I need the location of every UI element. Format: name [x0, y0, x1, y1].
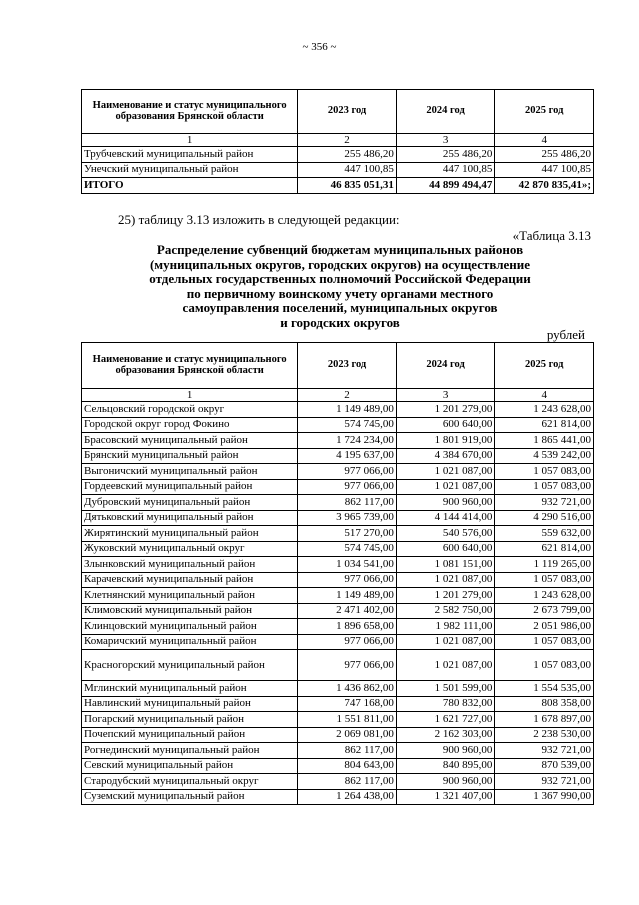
row-name: Карачевский муниципальный район — [82, 572, 298, 588]
row-2025: 932 721,00 — [495, 774, 594, 790]
title-line: и городских округов — [280, 314, 400, 330]
unit-label: рублей — [546, 327, 585, 342]
row-name: Стародубский муниципальный округ — [82, 774, 298, 790]
row-name: Городской округ город Фокино — [82, 417, 298, 433]
row-2025: 447 100,85 — [495, 162, 594, 178]
title-line: самоуправления поселений, муниципальных округов — [182, 300, 498, 315]
row-2024: 600 640,00 — [396, 417, 495, 433]
table-row — [82, 479, 594, 495]
table-row — [82, 774, 594, 790]
table-continuation — [81, 89, 594, 194]
table-row — [82, 603, 594, 619]
index-cell: 3 — [396, 134, 495, 147]
table-row — [82, 681, 594, 697]
table-title — [100, 243, 580, 330]
index-cell: 4 — [495, 134, 594, 147]
total-2023: 46 835 051,31 — [298, 178, 397, 194]
row-2025: 621 814,00 — [495, 541, 594, 557]
row-name: Сельцовский городской округ — [82, 402, 298, 418]
row-2025: 870 539,00 — [495, 758, 594, 774]
header-2024: 2024 год — [396, 343, 495, 389]
table-row — [82, 448, 594, 464]
row-2024: 840 895,00 — [396, 758, 495, 774]
index-cell: 2 — [298, 134, 397, 147]
row-2023: 1 551 811,00 — [298, 712, 397, 728]
index-row — [82, 389, 594, 402]
row-2025: 2 673 799,00 — [495, 603, 594, 619]
row-2024: 900 960,00 — [396, 743, 495, 759]
table-row — [82, 162, 594, 178]
row-2024: 1 201 279,00 — [396, 588, 495, 604]
row-2024: 1 081 151,00 — [396, 557, 495, 573]
index-cell: 2 — [298, 389, 397, 402]
row-2023: 2 471 402,00 — [298, 603, 397, 619]
row-2025: 1 057 083,00 — [495, 650, 594, 681]
row-2024: 1 021 087,00 — [396, 479, 495, 495]
row-2025: 1 243 628,00 — [495, 588, 594, 604]
row-name: Дубровский муниципальный район — [82, 495, 298, 511]
table-reference: «Таблица 3.13 — [512, 228, 591, 243]
total-label: ИТОГО — [82, 178, 298, 194]
header-2025: 2025 год — [495, 90, 594, 134]
table-row — [82, 526, 594, 542]
row-name: Гордеевский муниципальный район — [82, 479, 298, 495]
row-2024: 1 801 919,00 — [396, 433, 495, 449]
table-row — [82, 758, 594, 774]
row-name: Дятьковский муниципальный район — [82, 510, 298, 526]
table-row — [82, 510, 594, 526]
row-2024: 447 100,85 — [396, 162, 495, 178]
row-2024: 4 384 670,00 — [396, 448, 495, 464]
row-name: Почепский муниципальный район — [82, 727, 298, 743]
row-2023: 1 896 658,00 — [298, 619, 397, 635]
row-2023: 255 486,20 — [298, 147, 397, 163]
header-2023: 2023 год — [298, 90, 397, 134]
total-2025: 42 870 835,41»; — [495, 178, 594, 194]
title-line: по первичному воинскому учету органами местного — [186, 285, 494, 301]
row-2025: 1 057 083,00 — [495, 479, 594, 495]
table-row — [82, 495, 594, 511]
title-line: отдельных государственных полномочий Российской Федерации — [149, 271, 531, 286]
row-name: Жирятинский муниципальный район — [82, 526, 298, 542]
table-row — [82, 588, 594, 604]
row-2023: 574 745,00 — [298, 541, 397, 557]
table-row — [82, 147, 594, 163]
row-2024: 255 486,20 — [396, 147, 495, 163]
row-2025: 1 367 990,00 — [495, 789, 594, 805]
title-line: (муниципальных округов, городских округов) на осуществление — [149, 256, 531, 272]
row-2024: 1 201 279,00 — [396, 402, 495, 418]
index-cell: 4 — [495, 389, 594, 402]
row-name: Рогнединский муниципальный район — [82, 743, 298, 759]
row-2025: 1 119 265,00 — [495, 557, 594, 573]
row-2024: 4 144 414,00 — [396, 510, 495, 526]
row-name: Комаричский муниципальный район — [82, 634, 298, 650]
row-2024: 1 021 087,00 — [396, 650, 495, 681]
index-row — [82, 134, 594, 147]
row-2025: 1 865 441,00 — [495, 433, 594, 449]
row-name: Трубчевский муниципальный район — [82, 147, 298, 163]
page-number: ~ 356 ~ — [302, 41, 337, 53]
row-2023: 862 117,00 — [298, 743, 397, 759]
row-2025: 1 243 628,00 — [495, 402, 594, 418]
row-2025: 559 632,00 — [495, 526, 594, 542]
row-name: Навлинский муниципальный район — [82, 696, 298, 712]
row-name: Злынковский муниципальный район — [82, 557, 298, 573]
row-2023: 977 066,00 — [298, 479, 397, 495]
row-2025: 4 290 516,00 — [495, 510, 594, 526]
row-2023: 1 149 489,00 — [298, 402, 397, 418]
row-2025: 808 358,00 — [495, 696, 594, 712]
table-row — [82, 402, 594, 418]
row-name: Мглинский муниципальный район — [82, 681, 298, 697]
row-2023: 804 643,00 — [298, 758, 397, 774]
row-2023: 977 066,00 — [298, 634, 397, 650]
row-2023: 1 149 489,00 — [298, 588, 397, 604]
table-row — [82, 789, 594, 805]
row-name: Суземский муниципальный район — [82, 789, 298, 805]
row-name: Клинцовский муниципальный район — [82, 619, 298, 635]
table-row — [82, 541, 594, 557]
table-row — [82, 619, 594, 635]
row-2023: 977 066,00 — [298, 572, 397, 588]
table-row — [82, 696, 594, 712]
table-row — [82, 650, 594, 681]
row-2025: 932 721,00 — [495, 743, 594, 759]
row-2023: 574 745,00 — [298, 417, 397, 433]
row-2024: 2 162 303,00 — [396, 727, 495, 743]
table-3-13 — [81, 342, 594, 805]
row-2025: 1 057 083,00 — [495, 464, 594, 480]
row-2023: 4 195 637,00 — [298, 448, 397, 464]
header-2024: 2024 год — [396, 90, 495, 134]
row-name: Выгоничский муниципальный район — [82, 464, 298, 480]
row-2023: 3 965 739,00 — [298, 510, 397, 526]
table-row — [82, 464, 594, 480]
total-2024: 44 899 494,47 — [396, 178, 495, 194]
row-name: Жуковский муниципальный округ — [82, 541, 298, 557]
row-2025: 2 238 530,00 — [495, 727, 594, 743]
row-name: Брянский муниципальный район — [82, 448, 298, 464]
table-row — [82, 712, 594, 728]
row-2023: 862 117,00 — [298, 774, 397, 790]
row-2023: 977 066,00 — [298, 464, 397, 480]
row-2023: 977 066,00 — [298, 650, 397, 681]
row-name: Красногорский муниципальный район — [82, 650, 298, 681]
row-2024: 1 982 111,00 — [396, 619, 495, 635]
row-2024: 900 960,00 — [396, 495, 495, 511]
row-2025: 1 554 535,00 — [495, 681, 594, 697]
row-2024: 1 021 087,00 — [396, 464, 495, 480]
table-row — [82, 743, 594, 759]
row-2024: 600 640,00 — [396, 541, 495, 557]
row-2023: 2 069 081,00 — [298, 727, 397, 743]
row-2025: 932 721,00 — [495, 495, 594, 511]
index-cell: 1 — [82, 389, 298, 402]
header-2025: 2025 год — [495, 343, 594, 389]
header-name: Наименование и статус муниципального образования Брянской области — [82, 343, 298, 389]
table-row — [82, 727, 594, 743]
row-2023: 1 724 234,00 — [298, 433, 397, 449]
table-row — [82, 433, 594, 449]
header-name: Наименование и статус муниципального образования Брянской области — [82, 90, 298, 134]
row-2024: 900 960,00 — [396, 774, 495, 790]
table-row — [82, 634, 594, 650]
row-2024: 1 621 727,00 — [396, 712, 495, 728]
row-2023: 517 270,00 — [298, 526, 397, 542]
row-2024: 780 832,00 — [396, 696, 495, 712]
row-2025: 1 057 083,00 — [495, 634, 594, 650]
row-2023: 1 436 862,00 — [298, 681, 397, 697]
row-name: Унечский муниципальный район — [82, 162, 298, 178]
row-2023: 862 117,00 — [298, 495, 397, 511]
row-2024: 540 576,00 — [396, 526, 495, 542]
row-2024: 1 021 087,00 — [396, 572, 495, 588]
row-2025: 1 678 897,00 — [495, 712, 594, 728]
table-row — [82, 417, 594, 433]
row-name: Погарский муниципальный район — [82, 712, 298, 728]
row-2023: 1 034 541,00 — [298, 557, 397, 573]
row-2023: 1 264 438,00 — [298, 789, 397, 805]
row-name: Брасовский муниципальный район — [82, 433, 298, 449]
table-row — [82, 557, 594, 573]
row-2023: 447 100,85 — [298, 162, 397, 178]
row-2025: 255 486,20 — [495, 147, 594, 163]
total-row — [82, 178, 594, 194]
amendment-instruction: 25) таблицу 3.13 изложить в следующей редакции: — [118, 212, 400, 227]
header-2023: 2023 год — [298, 343, 397, 389]
row-2024: 2 582 750,00 — [396, 603, 495, 619]
row-2023: 747 168,00 — [298, 696, 397, 712]
row-2025: 4 539 242,00 — [495, 448, 594, 464]
row-2024: 1 501 599,00 — [396, 681, 495, 697]
row-2024: 1 021 087,00 — [396, 634, 495, 650]
table-row — [82, 572, 594, 588]
row-name: Климовский муниципальный район — [82, 603, 298, 619]
index-cell: 1 — [82, 134, 298, 147]
row-name: Севский муниципальный район — [82, 758, 298, 774]
row-name: Клетнянский муниципальный район — [82, 588, 298, 604]
index-cell: 3 — [396, 389, 495, 402]
row-2025: 1 057 083,00 — [495, 572, 594, 588]
title-line: Распределение субвенций бюджетам муниципальных районов — [156, 242, 524, 257]
row-2024: 1 321 407,00 — [396, 789, 495, 805]
row-2025: 621 814,00 — [495, 417, 594, 433]
row-2025: 2 051 986,00 — [495, 619, 594, 635]
